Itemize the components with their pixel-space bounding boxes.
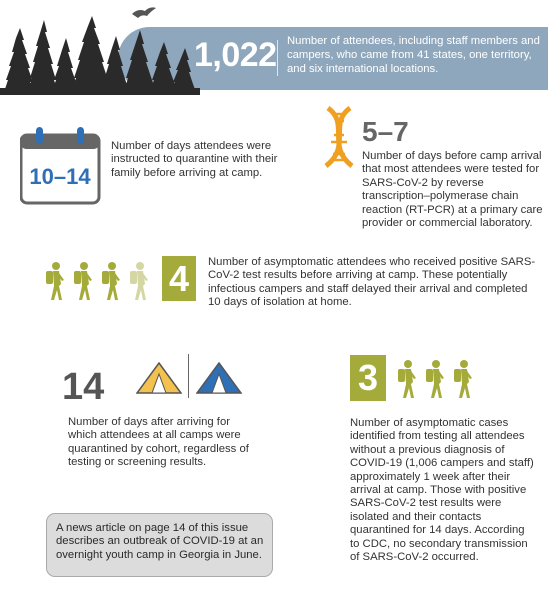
quarantine-description: Number of days attendees were instructed to quarantine with their family before arriving at camp. [111, 140, 278, 179]
tent-divider [188, 354, 189, 398]
calendar-label: 10–14 [29, 164, 91, 189]
attendees-description: Number of attendees, including staff members and campers, who came from 41 states, one territory, and six international locations. [287, 35, 540, 75]
testing-description: Number of days before camp arrival that most attendees were tested for SARS-CoV-2 by reverse transcription–polymerase chain reaction (RT-PCR) at a primary care provider or commercial laboratory. [362, 150, 543, 230]
tent-icon [196, 362, 242, 394]
hiker-icon [74, 262, 92, 300]
hiker-icon [426, 360, 444, 398]
hiker-icon [130, 262, 148, 300]
news-callout-text: A news article on page 14 of this issue describes an outbreak of COVID-19 at an overnight youth camp in Georgia in June. [56, 522, 264, 561]
dna-icon [318, 106, 360, 168]
attendees-number: 1,022 [194, 36, 277, 74]
eagle-icon [132, 7, 156, 18]
calendar-icon [20, 127, 102, 205]
hiker-icon [46, 262, 64, 300]
cases-description: Number of asymptomatic cases identified from testing all attendees without a previous diagnosis of COVID-19 (1,006 campers and staff) approximately 1 week after their arrival at camp. Those with positive SARS-CoV-2 test results were isolated and their contacts quarantined for 14 days. According to CDC, no secondary transmission of SARS-CoV-2 occurred. [350, 417, 534, 564]
banner-divider [277, 40, 278, 76]
hiker-icons [44, 258, 156, 304]
cohort-days-number: 14 [62, 366, 105, 408]
cases-number: 3 [357, 357, 379, 398]
positive-before-description: Number of asymptomatic attendees who received positive SARS-CoV-2 test results before arriving at camp. These potentially infectious campers and staff delayed their arrival and completed 10 days of isolation at home. [208, 256, 536, 309]
hiker-icon [454, 360, 472, 398]
hiker-icons [396, 356, 486, 402]
hiker-icon [102, 262, 120, 300]
positive-before-number: 4 [168, 258, 190, 299]
cases-badge [350, 355, 386, 401]
tent-icon [136, 362, 182, 394]
cohort-description: Number of days after arriving for which attendees at all camps were quarantined by cohort, regardless of testing or screening results. [68, 416, 249, 469]
forest-icon [0, 0, 200, 95]
hiker-icon [398, 360, 416, 398]
testing-days-number: 5–7 [362, 116, 409, 147]
positive-before-badge [162, 256, 196, 301]
